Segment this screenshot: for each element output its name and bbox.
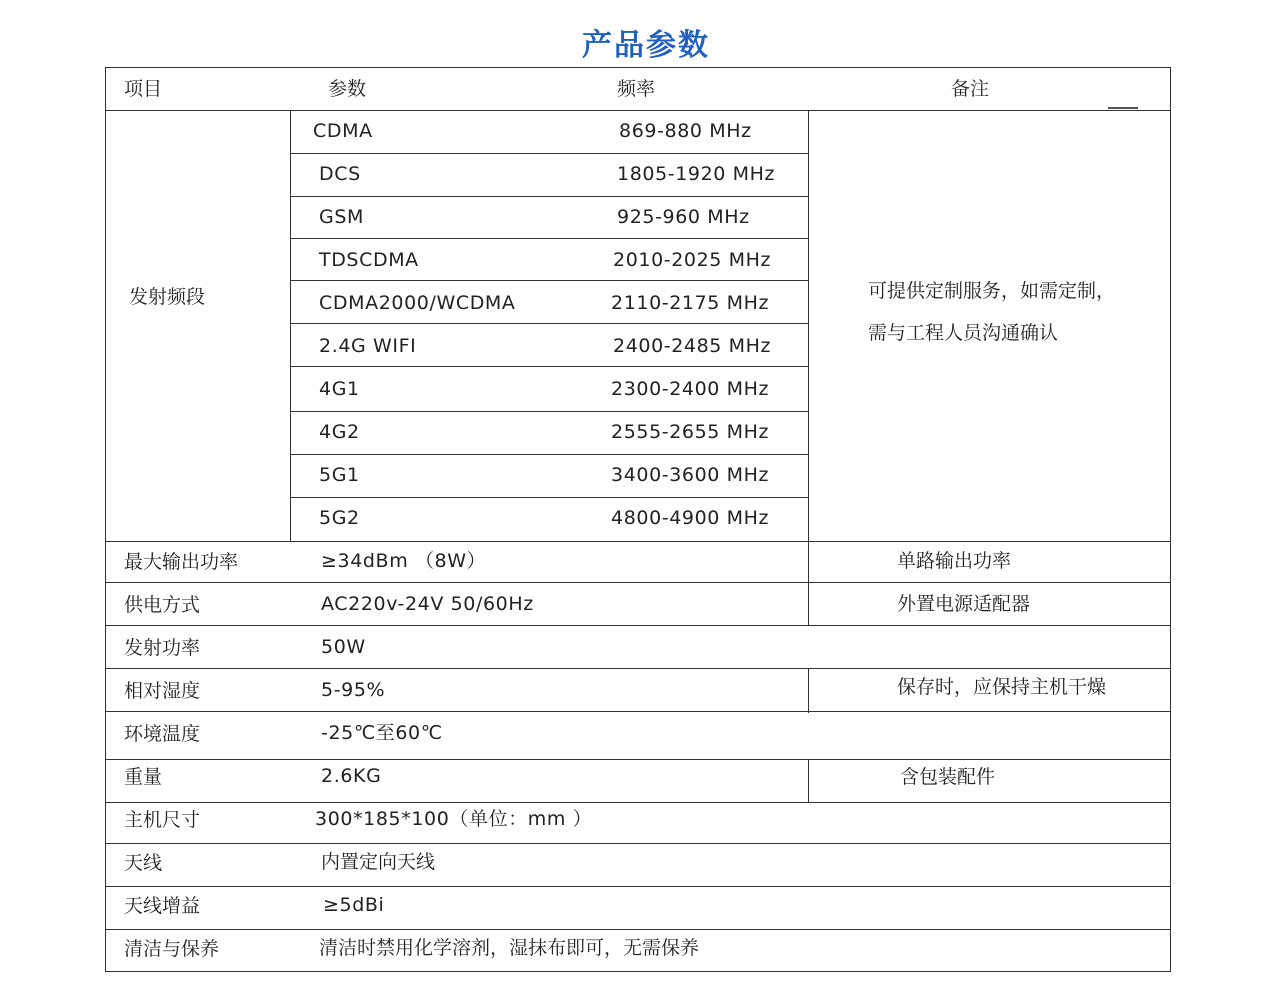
- band-freq: 3400-3600 MHz: [611, 464, 770, 486]
- column-divider: [808, 759, 809, 802]
- row-divider: [105, 541, 1171, 542]
- spec-note: 保存时，应保持主机干燥: [897, 676, 1107, 698]
- band-group-label: 发射频段: [129, 286, 206, 308]
- band-param: CDMA: [313, 120, 373, 142]
- band-param: 5G2: [319, 507, 360, 529]
- row-divider: [105, 802, 1171, 803]
- row-divider: [290, 323, 808, 324]
- spec-item: 重量: [124, 766, 163, 788]
- row-divider: [105, 625, 1171, 626]
- header-note: 备注: [951, 78, 990, 100]
- spec-value: -25℃至60℃: [321, 722, 443, 744]
- column-divider: [808, 668, 809, 713]
- band-freq: 2010-2025 MHz: [613, 249, 772, 271]
- spec-item: 清洁与保养: [124, 938, 220, 960]
- band-param: DCS: [319, 163, 361, 185]
- spec-value: ≥34dBm （8W）: [321, 550, 487, 572]
- spec-note: 外置电源适配器: [897, 593, 1031, 615]
- spec-note: 含包装配件: [900, 766, 996, 788]
- band-freq: 2555-2655 MHz: [611, 421, 770, 443]
- row-divider: [290, 497, 808, 498]
- band-param: CDMA2000/WCDMA: [319, 292, 516, 314]
- spec-value: 50W: [321, 636, 366, 658]
- spec-item: 供电方式: [124, 594, 201, 616]
- row-divider: [105, 711, 1171, 712]
- row-divider: [105, 110, 1171, 111]
- spec-value: 300*185*100（单位：mm ）: [315, 808, 593, 830]
- band-param: 4G1: [319, 378, 360, 400]
- row-divider: [105, 759, 1171, 760]
- band-freq: 2300-2400 MHz: [611, 378, 770, 400]
- spec-item: 主机尺寸: [124, 809, 201, 831]
- spec-value: 2.6KG: [321, 765, 382, 787]
- band-freq: 869-880 MHz: [619, 120, 752, 142]
- decorative-mark: [1108, 107, 1138, 109]
- spec-value: AC220v-24V 50/60Hz: [321, 593, 534, 615]
- spec-item: 环境温度: [124, 723, 201, 745]
- band-note-line: 需与工程人员沟通确认: [868, 322, 1059, 344]
- spec-item: 天线增益: [124, 895, 201, 917]
- row-divider: [105, 929, 1171, 930]
- spec-item: 发射功率: [124, 637, 201, 659]
- row-divider: [290, 411, 808, 412]
- row-divider: [290, 280, 808, 281]
- band-group-note: [868, 270, 1115, 354]
- band-note-line: 可提供定制服务，如需定制，: [868, 280, 1116, 302]
- band-param: 4G2: [319, 421, 360, 443]
- spec-item: 最大输出功率: [124, 551, 239, 573]
- band-freq: 1805-1920 MHz: [617, 163, 776, 185]
- spec-value: ≥5dBi: [323, 894, 385, 916]
- spec-item: 天线: [124, 852, 163, 874]
- row-divider: [290, 153, 808, 154]
- header-item: 项目: [124, 78, 163, 100]
- row-divider: [290, 238, 808, 239]
- spec-value: 内置定向天线: [321, 851, 436, 873]
- row-divider: [290, 196, 808, 197]
- band-freq: 925-960 MHz: [617, 206, 750, 228]
- band-freq: 4800-4900 MHz: [611, 507, 770, 529]
- page-title: 产品参数: [582, 28, 710, 63]
- row-divider: [290, 366, 808, 367]
- spec-value: 清洁时禁用化学溶剂，湿抹布即可，无需保养: [319, 937, 700, 959]
- spec-item: 相对湿度: [124, 680, 201, 702]
- row-divider: [105, 668, 1171, 669]
- band-param: 5G1: [319, 464, 360, 486]
- row-divider: [105, 886, 1171, 887]
- band-param: GSM: [319, 206, 364, 228]
- row-divider: [105, 843, 1171, 844]
- band-freq: 2110-2175 MHz: [611, 292, 770, 314]
- column-divider: [290, 110, 291, 541]
- spec-note: 单路输出功率: [897, 550, 1012, 572]
- column-divider: [808, 110, 809, 626]
- spec-value: 5-95%: [321, 679, 386, 701]
- header-freq: 频率: [617, 78, 656, 100]
- header-param: 参数: [328, 78, 367, 100]
- band-freq: 2400-2485 MHz: [613, 335, 772, 357]
- row-divider: [105, 582, 1171, 583]
- row-divider: [290, 454, 808, 455]
- band-param: TDSCDMA: [319, 249, 419, 271]
- band-param: 2.4G WIFI: [319, 335, 417, 357]
